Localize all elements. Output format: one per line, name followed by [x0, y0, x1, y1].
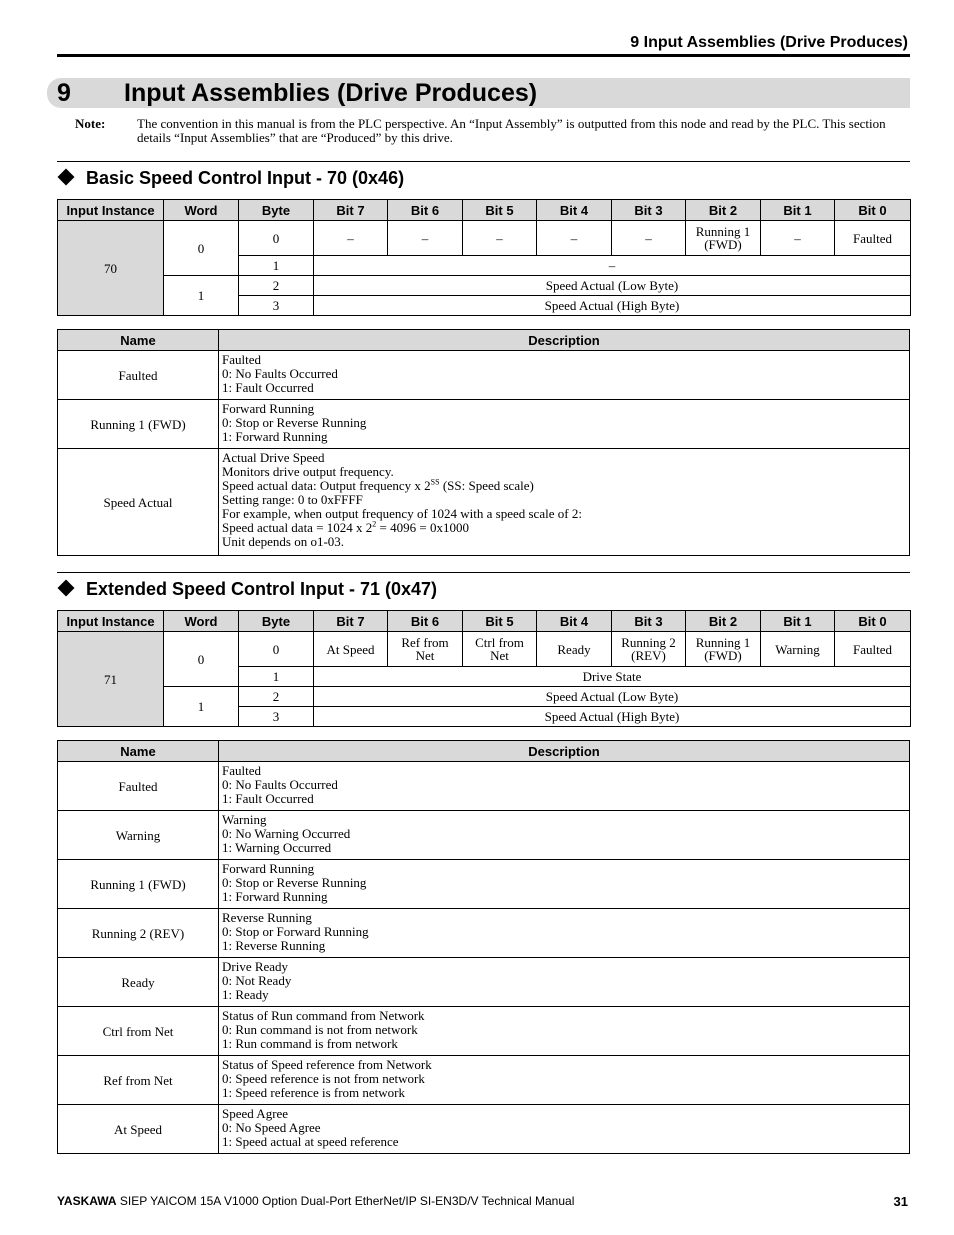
description-line: Actual Drive Speed [222, 450, 325, 465]
description-line [222, 521, 906, 535]
table-row [58, 860, 910, 909]
description-line: Unit depends on o1-03. [222, 534, 345, 549]
name-cell: Running 2 (REV) [58, 909, 219, 958]
footer-doc-name: SIEP YAICOM 15A V1000 Option Dual-Port EtherNet/IP SI-EN3D/V Technical Manual [116, 1194, 575, 1208]
note-text: The convention in this manual is from the PLC perspective. An “Input Assembly” is outputted from this node and read by the PLC. This section details “Input Assemblies” that are “Produced” by this drive. [137, 116, 886, 145]
table-row [58, 1007, 910, 1056]
diamond-bullet-icon [58, 169, 75, 186]
name-cell: Warning [58, 811, 219, 860]
byte-value-cell: Speed Actual (Low Byte) [314, 276, 911, 296]
description-line: Speed Agree [222, 1106, 289, 1121]
table-header-row [58, 611, 911, 632]
bit-cell: At Speed [314, 632, 388, 667]
description-cell [219, 351, 910, 400]
bit-cell: – [388, 221, 463, 256]
column-header: Bit 1 [761, 200, 835, 221]
page-number: 31 [893, 1194, 908, 1209]
description-cell [219, 1007, 910, 1056]
column-header: Byte [239, 611, 314, 632]
description-line: Warning [222, 812, 267, 827]
bit-cell: – [463, 221, 537, 256]
column-header: Bit 5 [463, 611, 537, 632]
section-title: Extended Speed Control Input - 71 (0x47) [86, 579, 438, 599]
description-cell [219, 449, 910, 556]
table-row [58, 762, 910, 811]
description-line: 0: Run command is not from network [222, 1022, 418, 1037]
description-line: Reverse Running [222, 910, 312, 925]
basic-input-assembly-table [57, 199, 911, 316]
byte-cell: 3 [239, 707, 314, 727]
table-row [58, 221, 911, 256]
description-line: 1: Ready [222, 987, 269, 1002]
byte-value-cell: – [314, 256, 911, 276]
description-line: Status of Run command from Network [222, 1008, 425, 1023]
instance-cell: 70 [58, 221, 164, 316]
column-header: Bit 3 [612, 200, 686, 221]
column-header: Bit 0 [835, 611, 911, 632]
table-header-row [58, 741, 910, 762]
table-row [58, 958, 910, 1007]
table-row [58, 632, 911, 667]
header-rule [57, 54, 910, 57]
description-line: 1: Forward Running [222, 889, 328, 904]
description-cell [219, 860, 910, 909]
bit-cell: – [612, 221, 686, 256]
extended-description-table [57, 740, 910, 1154]
name-cell: Ctrl from Net [58, 1007, 219, 1056]
description-line: 0: Stop or Reverse Running [222, 415, 367, 430]
word-cell: 0 [164, 632, 239, 687]
section-heading-basic [57, 167, 404, 189]
table-row [58, 449, 910, 556]
description-line: Monitors drive output frequency. [222, 464, 394, 479]
section-rule [57, 572, 910, 573]
bit-cell: – [314, 221, 388, 256]
description-line: 1: Speed actual at speed reference [222, 1134, 399, 1149]
description-cell [219, 909, 910, 958]
description-line: 0: Speed reference is not from network [222, 1071, 425, 1086]
table-row [58, 351, 910, 400]
section-rule [57, 161, 910, 162]
byte-cell: 0 [239, 632, 314, 667]
table-header-row [58, 200, 911, 221]
table-row [58, 687, 911, 707]
byte-value-cell: Speed Actual (Low Byte) [314, 687, 911, 707]
bit-cell: Running 2 (REV) [612, 632, 686, 667]
description-line: 0: No Speed Agree [222, 1120, 321, 1135]
column-header: Bit 3 [612, 611, 686, 632]
table-row [58, 276, 911, 296]
column-header: Word [164, 200, 239, 221]
column-header: Bit 6 [388, 200, 463, 221]
column-header: Name [58, 741, 219, 762]
name-cell: Faulted [58, 351, 219, 400]
formula-text: = 4096 = 0x1000 [376, 520, 469, 535]
name-cell: Running 1 (FWD) [58, 860, 219, 909]
description-line: Status of Speed reference from Network [222, 1057, 432, 1072]
word-cell: 1 [164, 276, 239, 316]
description-line: Faulted [222, 763, 261, 778]
description-line: Setting range: 0 to 0xFFFF [222, 492, 363, 507]
name-cell: Ready [58, 958, 219, 1007]
table-row [58, 400, 910, 449]
bit-cell: Ctrl from Net [463, 632, 537, 667]
name-cell: Speed Actual [58, 449, 219, 556]
column-header: Name [58, 330, 219, 351]
formula-text: (SS: Speed scale) [439, 478, 534, 493]
column-header: Description [219, 741, 910, 762]
table-header-row [58, 330, 910, 351]
footer-brand: YASKAWA [57, 1194, 117, 1208]
description-line: 0: Stop or Forward Running [222, 924, 369, 939]
column-header: Bit 4 [537, 200, 612, 221]
bit-cell: Warning [761, 632, 835, 667]
column-header: Bit 4 [537, 611, 612, 632]
column-header: Bit 2 [686, 611, 761, 632]
description-cell [219, 958, 910, 1007]
formula-text: Speed actual data = 1024 x 2 [222, 520, 373, 535]
description-line: 1: Forward Running [222, 429, 328, 444]
column-header: Bit 6 [388, 611, 463, 632]
description-line: 0: No Warning Occurred [222, 826, 351, 841]
description-line: 1: Run command is from network [222, 1036, 398, 1051]
byte-cell: 1 [239, 256, 314, 276]
byte-cell: 2 [239, 687, 314, 707]
description-cell [219, 1105, 910, 1154]
description-line: For example, when output frequency of 1024 with a speed scale of 2: [222, 506, 582, 521]
name-cell: Running 1 (FWD) [58, 400, 219, 449]
chapter-number: 9 [57, 79, 71, 107]
column-header: Bit 2 [686, 200, 761, 221]
note-label: Note: [75, 116, 106, 131]
description-line: 0: Stop or Reverse Running [222, 875, 367, 890]
bit-cell: – [761, 221, 835, 256]
extended-input-assembly-table [57, 610, 911, 727]
basic-description-table [57, 329, 910, 556]
description-cell [219, 1056, 910, 1105]
description-line: Faulted [222, 352, 261, 367]
table-row [58, 909, 910, 958]
bit-cell: Ready [537, 632, 612, 667]
word-cell: 1 [164, 687, 239, 727]
bit-cell: Faulted [835, 632, 911, 667]
description-cell [219, 400, 910, 449]
formula-text: Speed actual data: Output frequency x 2 [222, 478, 431, 493]
instance-cell: 71 [58, 632, 164, 727]
byte-value-cell: Drive State [314, 667, 911, 687]
description-line: Drive Ready [222, 959, 289, 974]
column-header: Word [164, 611, 239, 632]
column-header: Bit 1 [761, 611, 835, 632]
chapter-title: Input Assemblies (Drive Produces) [124, 79, 538, 107]
table-row [58, 1056, 910, 1105]
byte-value-cell: Speed Actual (High Byte) [314, 296, 911, 316]
byte-cell: 1 [239, 667, 314, 687]
footer-document-title [57, 1194, 574, 1208]
column-header: Bit 5 [463, 200, 537, 221]
column-header: Input Instance [58, 200, 164, 221]
description-line: 0: No Faults Occurred [222, 366, 338, 381]
column-header: Byte [239, 200, 314, 221]
byte-cell: 0 [239, 221, 314, 256]
running-header: 9 Input Assemblies (Drive Produces) [630, 34, 908, 51]
description-line: 1: Speed reference is from network [222, 1085, 406, 1100]
description-line: 1: Reverse Running [222, 938, 326, 953]
description-line: Forward Running [222, 861, 315, 876]
description-line: 0: Not Ready [222, 973, 292, 988]
column-header: Input Instance [58, 611, 164, 632]
bit-cell: – [537, 221, 612, 256]
description-line: 1: Fault Occurred [222, 380, 314, 395]
table-row [58, 811, 910, 860]
diamond-bullet-icon [58, 580, 75, 597]
word-cell: 0 [164, 221, 239, 276]
bit-cell: Faulted [835, 221, 911, 256]
byte-value-cell: Speed Actual (High Byte) [314, 707, 911, 727]
section-heading-extended [57, 578, 437, 600]
bit-cell: Ref from Net [388, 632, 463, 667]
description-line: 0: No Faults Occurred [222, 777, 338, 792]
column-header: Bit 0 [835, 200, 911, 221]
name-cell: Ref from Net [58, 1056, 219, 1105]
exponent: 2 [372, 519, 377, 529]
byte-cell: 2 [239, 276, 314, 296]
table-row [58, 1105, 910, 1154]
column-header: Bit 7 [314, 200, 388, 221]
description-line [222, 479, 906, 493]
exponent: SS [430, 477, 440, 487]
description-line: Forward Running [222, 401, 315, 416]
description-line: 1: Fault Occurred [222, 791, 314, 806]
name-cell: Faulted [58, 762, 219, 811]
bit-cell: Running 1 (FWD) [686, 632, 761, 667]
section-title: Basic Speed Control Input - 70 (0x46) [86, 168, 405, 188]
byte-cell: 3 [239, 296, 314, 316]
description-cell [219, 811, 910, 860]
name-cell: At Speed [58, 1105, 219, 1154]
description-line: 1: Warning Occurred [222, 840, 332, 855]
column-header: Bit 7 [314, 611, 388, 632]
bit-cell: Running 1 (FWD) [686, 221, 761, 256]
column-header: Description [219, 330, 910, 351]
description-cell [219, 762, 910, 811]
